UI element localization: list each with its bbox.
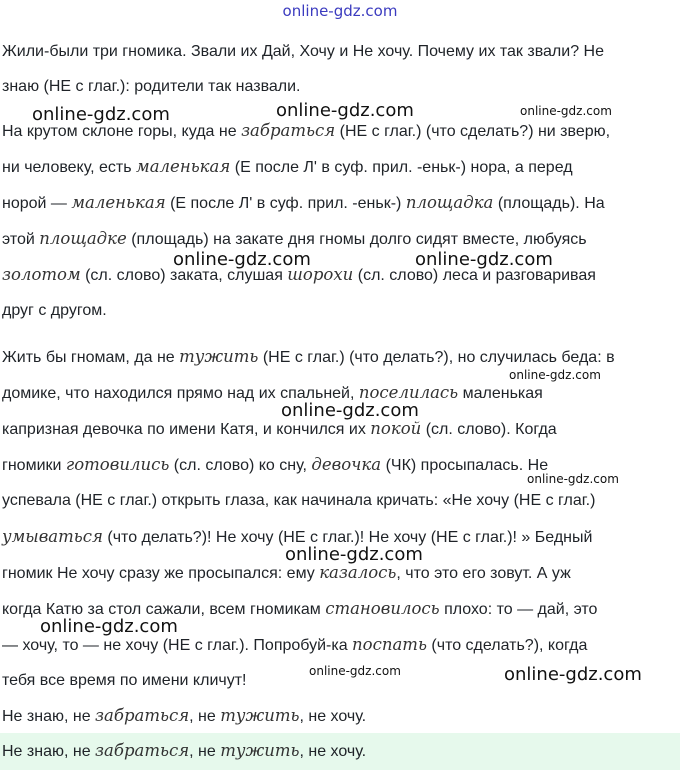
text: — хочу, то — не хочу (НЕ с глаг.). Попробуй-ка [2, 637, 353, 654]
watermark: online-gdz.com [285, 544, 423, 565]
text: (площадь). На [493, 195, 605, 212]
watermark: online-gdz.com [309, 664, 401, 678]
handwritten-word: площадка [405, 193, 494, 212]
text: (Е после Л' в суф. прил. -еньк-) [165, 195, 406, 212]
handwritten-word: готовились [65, 455, 170, 474]
handwritten-word: умываться [2, 527, 103, 546]
text-line [2, 563, 571, 584]
text-line: Жили-были три гномика. Звали их Дай, Хочу и Не хочу. Почему их так звали? Не [2, 43, 604, 60]
text-line: знаю (НЕ с глаг.): родители так назвали. [2, 78, 301, 95]
text: , не хочу. [299, 743, 367, 760]
watermark: online-gdz.com [276, 100, 414, 121]
text: гномики [2, 457, 66, 474]
handwritten-word: шорохи [287, 265, 354, 284]
text: , что это его зовут. А уж [396, 565, 571, 582]
text: домике, что находился прямо над их спальней, [2, 385, 359, 402]
text: норой — [2, 195, 72, 212]
handwritten-word: казалось [319, 563, 397, 582]
handwritten-word: тужить [220, 706, 300, 725]
handwritten-word: золотом [2, 265, 81, 284]
text-line [2, 455, 548, 476]
text: (сл. слово) ко сну, [169, 457, 312, 474]
text: когда Катю за стол сажали, всем гномикам [2, 601, 326, 618]
text: капризная девочка по имени Катя, и кончился их [2, 421, 371, 438]
text-line: тебя все время по имени кличут! [2, 672, 247, 689]
text-line: друг с другом. [2, 302, 107, 319]
watermark: online-gdz.com [509, 368, 601, 382]
text: (ЧК) просыпалась. Не [381, 457, 549, 474]
text-line [2, 419, 557, 440]
text-line [2, 229, 587, 250]
watermark-top: online-gdz.com [282, 2, 398, 20]
watermark: online-gdz.com [504, 664, 642, 685]
answer-line [2, 706, 366, 727]
text: (сл. слово). Когда [421, 421, 557, 438]
text: плохо: то — дай, это [439, 601, 598, 618]
text: этой [2, 231, 40, 248]
handwritten-word: становилось [325, 599, 440, 618]
text: (НЕ с глаг.) (что делать?), но случилась беда: в [258, 349, 615, 366]
text: (что делать?)! Не хочу (НЕ с глаг.)! Не хочу (НЕ с глаг.)! » Бедный [102, 529, 593, 546]
text: гномик Не хочу сразу же просыпался: ему [2, 565, 320, 582]
text-line: успевала (НЕ с глаг.) открыть глаза, как начинала кричать: «Не хочу (НЕ с глаг.) [2, 492, 596, 509]
text: (сл. слово) заката, слушая [80, 267, 288, 284]
handwritten-word: девочка [311, 455, 382, 474]
text: , не [189, 708, 221, 725]
text-line [2, 383, 543, 404]
text: Жить бы гномам, да не [2, 349, 180, 366]
text: (что сделать?), когда [426, 637, 588, 654]
handwritten-word: площадке [39, 229, 127, 248]
text-line [2, 193, 605, 214]
watermark: online-gdz.com [173, 249, 311, 270]
handwritten-word: забраться [95, 706, 190, 725]
text: , не [189, 743, 221, 760]
handwritten-word: покой [370, 419, 422, 438]
watermark: online-gdz.com [40, 616, 178, 637]
final-answer-bar [0, 733, 680, 770]
watermark: online-gdz.com [415, 249, 553, 270]
watermark: online-gdz.com [527, 472, 619, 486]
text: ни человеку, есть [2, 159, 137, 176]
handwritten-word: поселилась [358, 383, 459, 402]
text: (сл. слово) леса и разговаривая [353, 267, 596, 284]
text: Не знаю, не [2, 743, 96, 760]
text: Не знаю, не [2, 708, 96, 725]
text: (НЕ с глаг.) (что сделать?) ни зверю, [335, 123, 611, 140]
text: (Е после Л' в суф. прил. -еньк-) нора, а перед [230, 159, 573, 176]
watermark: online-gdz.com [32, 104, 170, 125]
handwritten-word: забраться [241, 121, 336, 140]
handwritten-word: забраться [95, 741, 190, 760]
text: (площадь) на закате дня гномы долго сидят вместе, любуясь [126, 231, 587, 248]
handwritten-word: маленькая [71, 193, 166, 212]
handwritten-word: тужить [220, 741, 300, 760]
text-line [2, 635, 587, 656]
final-answer-line [2, 741, 366, 762]
handwritten-word: маленькая [136, 157, 231, 176]
text: маленькая [458, 385, 543, 402]
text-line [2, 347, 615, 368]
text: , не хочу. [299, 708, 367, 725]
watermark: online-gdz.com [520, 104, 612, 118]
text: На крутом склоне горы, куда не [2, 123, 242, 140]
handwritten-word: тужить [179, 347, 259, 366]
handwritten-word: поспать [352, 635, 427, 654]
watermark: online-gdz.com [281, 400, 419, 421]
text-line [2, 157, 573, 178]
